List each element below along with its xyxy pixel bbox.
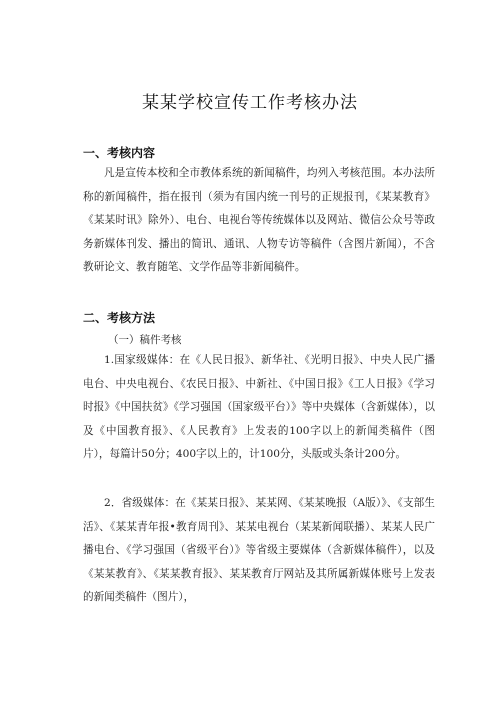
paragraph-provincial-media: 2．省级媒体：在《某某日报》、某某网、《某某晚报（A版）》、《支部生活》、《某某青年报•教育周刊》、某某电视台（某某新闻联播）、某某人民广播电台、《学习强国（省级平台）》等省级主要媒体（含新媒体稿件），以及《某某教育》、《某某教育报》、某某教育厅网站及其所属新媒体账号上发表的新闻类稿件（图片）， — [83, 497, 435, 604]
document-title: 某某学校宣传工作考核办法 — [142, 93, 358, 113]
section-content-paragraph: 凡是宣传本校和全市教体系统的新闻稿件，均列入考核范围。本办法所称的新闻稿件，指在报刊（须为有国内统一刊号的正规报刊，《某某教育》《某某时讯》除外）、电台、电视台等传统媒体以及网站、微信公众号等政务新媒体刊发、播出的简讯、通讯、人物专访等稿件（含图片新闻），不含教研论文、教育随笔、文学作品等非新闻稿件。 — [83, 167, 435, 274]
subsection-heading-articles: （一）稿件考核 — [108, 334, 182, 346]
section-heading-content: 一、考核内容 — [83, 146, 156, 160]
section-heading-method: 二、考核方法 — [83, 311, 156, 325]
paragraph-national-media: 1.国家级媒体：在《人民日报》、新华社、《光明日报》、中央人民广播电台、中央电视台、《农民日报》、中新社、《中国日报》《工人日报》《学习时报》《中国扶贫》《学习强国（国家级平台）》等中央媒体（含新媒体），以及《中国教育报》、《人民教育》上发表的100字以上的新闻类稿件（图片），每篇计50分；400字以上的，计100分，头版或头条计200分。 — [83, 354, 435, 461]
